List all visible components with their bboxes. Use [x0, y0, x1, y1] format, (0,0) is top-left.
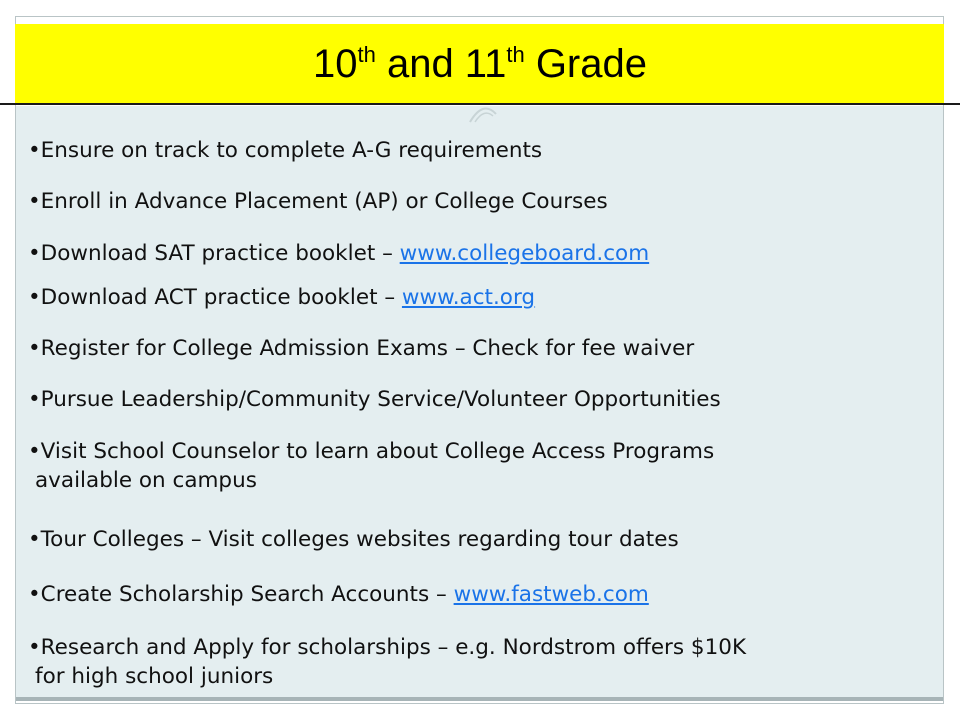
decorative-arc-icon — [468, 102, 498, 124]
bullet-ap-courses: •Enroll in Advance Placement (AP) or College Courses — [28, 189, 608, 214]
bullet-register-exams: •Register for College Admission Exams – Check for fee waiver — [28, 336, 695, 361]
fastweb-link[interactable]: www.fastweb.com — [453, 582, 649, 607]
bullet-sat-booklet: •Download SAT practice booklet – www.collegeboard.com — [28, 241, 650, 266]
bottom-divider — [16, 697, 943, 701]
act-link[interactable]: www.act.org — [401, 285, 536, 310]
collegeboard-link[interactable]: www.collegeboard.com — [399, 241, 650, 266]
bullet-scholarship-accounts: •Create Scholarship Search Accounts – www.fastweb.com — [28, 582, 649, 607]
bullet-leadership: •Pursue Leadership/Community Service/Volunteer Opportunities — [28, 387, 721, 412]
slide-title: 10th and 11th Grade — [312, 42, 647, 86]
bullet-ag-requirements: •Ensure on track to complete A-G requirements — [28, 138, 543, 163]
bullet-school-counselor: •Visit School Counselor to learn about College Access Programs available on campus — [28, 439, 715, 493]
bullet-research-scholarships: •Research and Apply for scholarships – e.g. Nordstrom offers $10K for high school juniors — [28, 635, 747, 689]
bullet-tour-colleges: •Tour Colleges – Visit colleges websites regarding tour dates — [28, 527, 679, 552]
bullet-act-booklet: •Download ACT practice booklet – www.act.org — [28, 285, 536, 310]
